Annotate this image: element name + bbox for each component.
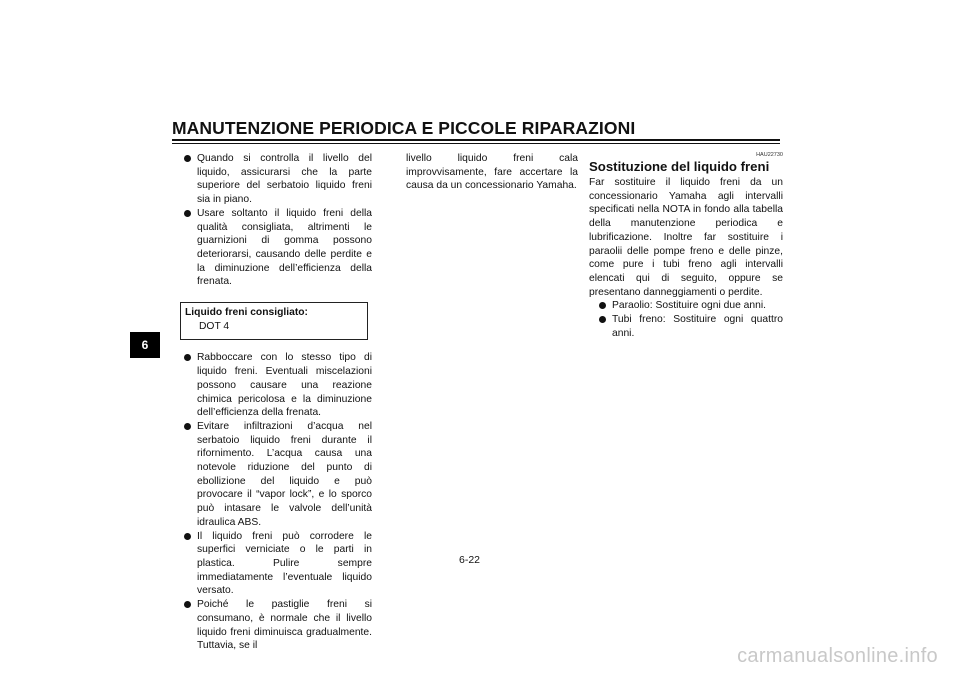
continued-paragraph: livello liquido freni cala improvvisamente, fare accertare la causa da un concessionario Yamaha. xyxy=(406,153,578,192)
bullet-dot-icon xyxy=(184,354,191,361)
section-body: Far sostituire il liquido freni da un concessionario Yamaha agli intervalli specificati nella NOTA in fondo alla tabella della manutenzione periodica e lubrificazione. Inoltre far sostituire i paraolii delle pompe freno e delle pinze, come pure i tubi freno agli intervalli elencati qui di seguito, oppure se presentano danneggiamenti o perdite. xyxy=(589,177,783,298)
bullet-item: Usare soltanto il liquido freni della qualità consigliata, altrimenti le guarnizioni di gomma possono deteriorarsi, causando delle perdite e la diminuzione dell’efficienza della frenata. xyxy=(184,207,372,289)
bullet-dot-icon xyxy=(184,601,191,608)
bullet-dot-icon xyxy=(599,316,606,323)
header-rule-thin xyxy=(172,143,780,144)
column-right xyxy=(589,152,783,340)
bullet-item: Evitare infiltrazioni d’acqua nel serbatoio liquido freni durante il rifornimento. L’acqua causa una notevole riduzione del punto di ebollizione del liquido e può provocare il “vapor lock”, e lo sporco può intasare le valvole dell’unità idraulica ABS. xyxy=(184,420,372,530)
spec-value: DOT 4 xyxy=(199,320,230,332)
bullet-list xyxy=(589,299,783,340)
bullet-item: Il liquido freni può corrodere le superfici verniciate o le parti in plastica. Pulire sempre immediatamente l’eventuale liquido versato. xyxy=(184,530,372,599)
page-title: MANUTENZIONE PERIODICA E PICCOLE RIPARAZIONI xyxy=(172,118,636,138)
bullet-dot-icon xyxy=(184,210,191,217)
bullet-dot-icon xyxy=(184,533,191,540)
chapter-tab: 6 xyxy=(130,332,160,358)
bullet-item: Rabboccare con lo stesso tipo di liquido freni. Eventuali miscelazioni possono causare una reazione chimica pericolosa e la diminuzione dell’efficienza della frenata. xyxy=(184,351,372,420)
bullet-dot-icon xyxy=(184,155,191,162)
column-left xyxy=(184,152,372,653)
bullet-item: Tubi freno: Sostituire ogni quattro anni. xyxy=(599,313,783,340)
watermark: carmanualsonline.info xyxy=(737,645,938,667)
header-rule-thick xyxy=(172,139,780,141)
spec-label: Liquido freni consigliato: xyxy=(185,307,308,319)
bullet-item: Quando si controlla il livello del liquido, assicurarsi che la parte superiore del serbatoio liquido freni sia in piano. xyxy=(184,152,372,207)
bullet-dot-icon xyxy=(184,423,191,430)
section-heading: Sostituzione del liquido freni xyxy=(589,159,770,174)
section-code: HAU22730 xyxy=(756,152,783,158)
bullet-item: Paraolio: Sostituire ogni due anni. xyxy=(599,299,783,313)
bullet-dot-icon xyxy=(599,302,606,309)
page-number: 6-22 xyxy=(459,554,481,566)
column-middle xyxy=(406,152,578,193)
bullet-item: Poiché le pastiglie freni si consumano, è normale che il livello liquido freni diminuisca gradualmente. Tuttavia, se il xyxy=(184,598,372,653)
spec-box xyxy=(180,302,368,340)
